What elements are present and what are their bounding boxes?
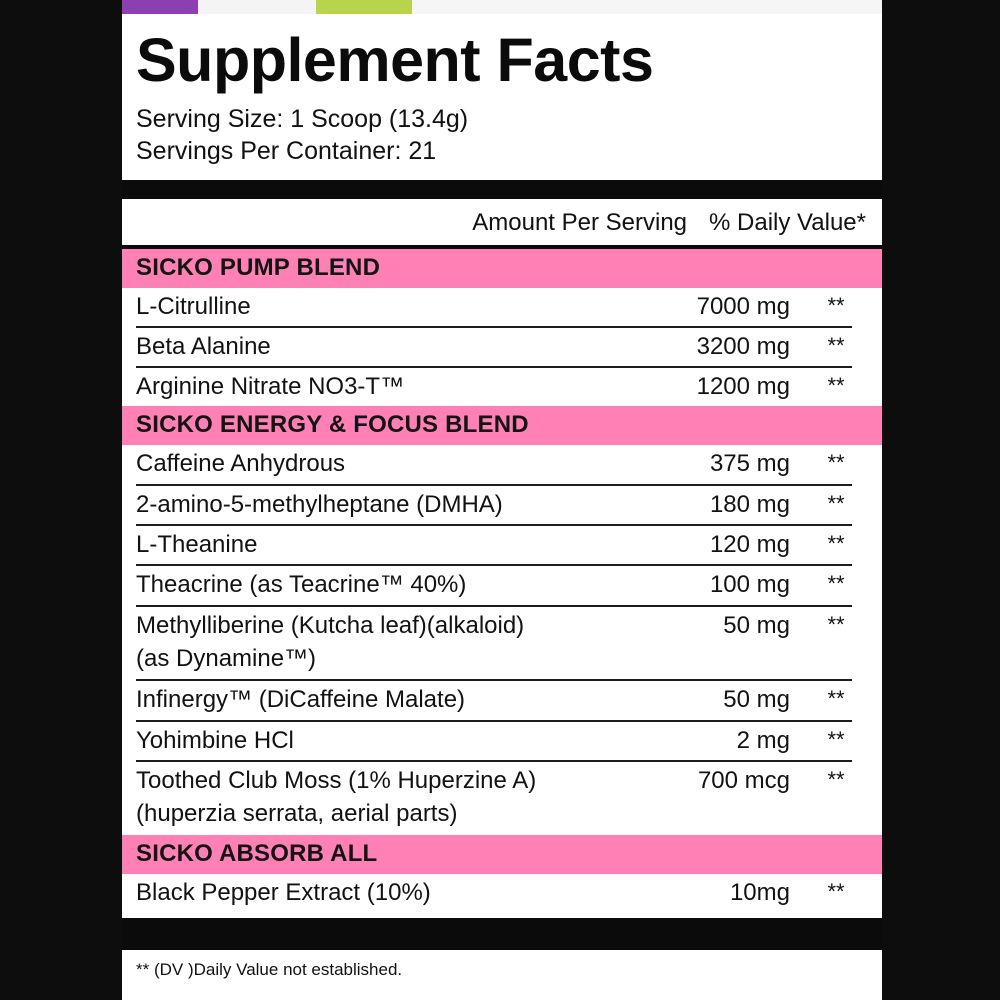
- serving-size: Serving Size: 1 Scoop (13.4g): [136, 105, 469, 133]
- ingredient-amount: 2 mg: [736, 726, 790, 754]
- ingredient-name-continuation-row: [122, 645, 882, 679]
- ingredient-name: Yohimbine HCl: [136, 726, 294, 754]
- ingredient-amount: 10mg: [729, 878, 790, 906]
- table-row: [122, 526, 882, 564]
- ingredient-name: Methylliberine (Kutcha leaf)(alkaloid): [136, 611, 525, 639]
- table-row: [122, 486, 882, 524]
- column-headers: [122, 199, 882, 245]
- table-row: [122, 607, 882, 645]
- ingredient-amount: 375 mg: [709, 450, 790, 478]
- ingredient-name: L-Citrulline: [136, 292, 251, 320]
- ingredient-dv: **: [827, 450, 845, 476]
- ingredient-amount: 180 mg: [709, 490, 790, 518]
- table-row: [122, 762, 882, 800]
- ingredient-dv: **: [827, 373, 845, 399]
- ingredient-amount: 120 mg: [709, 531, 790, 559]
- blend-header-absorb-all: SICKO ABSORB ALL: [122, 835, 882, 874]
- table-row: [122, 874, 882, 912]
- ingredient-name: 2-amino-5-methylheptane (DMHA): [136, 490, 503, 518]
- ingredient-name-continuation-row: [122, 800, 882, 834]
- top-color-strip: [0, 0, 1000, 14]
- ingredient-dv: **: [827, 766, 845, 792]
- ingredient-amount: 7000 mg: [696, 292, 790, 320]
- strip-segment-black-right: [882, 0, 1000, 14]
- table-row: [122, 445, 882, 483]
- serving-info: [122, 91, 882, 168]
- ingredient-dv: **: [827, 292, 845, 318]
- ingredient-dv: **: [827, 332, 845, 358]
- strip-segment-white: [198, 0, 316, 14]
- ingredient-amount: 700 mcg: [697, 766, 790, 794]
- ingredient-amount: 100 mg: [709, 571, 790, 599]
- blend-header-pump: SICKO PUMP BLEND: [122, 249, 882, 288]
- ingredient-name: Toothed Club Moss (1% Huperzine A): [136, 766, 537, 794]
- column-header-daily-value: % Daily Value*: [709, 208, 866, 236]
- strip-segment-black-left: [0, 0, 122, 14]
- facts-panel: [122, 14, 882, 1000]
- strip-segment-lime: [316, 0, 412, 14]
- ingredient-dv: **: [827, 878, 845, 904]
- ingredient-dv: **: [827, 531, 845, 557]
- ingredient-amount: 3200 mg: [696, 332, 790, 360]
- ingredient-dv: **: [827, 726, 845, 752]
- ingredient-name: Black Pepper Extract (10%): [136, 878, 431, 906]
- ingredient-name: L-Theanine: [136, 531, 258, 559]
- ingredient-dv: **: [827, 490, 845, 516]
- table-row: [122, 368, 882, 406]
- table-row: [122, 328, 882, 366]
- ingredient-name-continuation: (huperzia serrata, aerial parts): [136, 800, 458, 828]
- ingredient-amount: 1200 mg: [696, 373, 790, 401]
- ingredient-name: Infinergy™ (DiCaffeine Malate): [136, 686, 466, 714]
- ingredient-name: Theacrine (as Teacrine™ 40%): [136, 571, 467, 599]
- footnote: ** (DV )Daily Value not established.: [136, 959, 403, 979]
- table-row: [122, 722, 882, 760]
- left-black-margin: [0, 14, 122, 1000]
- footer-black-bar: [122, 922, 882, 950]
- ingredient-dv: **: [827, 611, 845, 637]
- ingredient-name-continuation: (as Dynamine™): [136, 645, 317, 672]
- strip-segment-violet: [122, 0, 198, 14]
- rule-thick-top: [122, 180, 882, 199]
- ingredient-name: Caffeine Anhydrous: [136, 450, 346, 478]
- ingredient-amount: 50 mg: [723, 611, 790, 639]
- table-row: [122, 566, 882, 604]
- table-row: [122, 681, 882, 719]
- ingredient-dv: **: [827, 686, 845, 712]
- ingredient-name: Arginine Nitrate NO3-T™: [136, 373, 405, 401]
- blend-header-energy-focus: SICKO ENERGY & FOCUS BLEND: [122, 406, 882, 445]
- column-header-amount: Amount Per Serving: [472, 208, 688, 236]
- page-title: Supplement Facts: [136, 26, 654, 94]
- strip-segment-white-right: [412, 0, 882, 14]
- table-row: [122, 288, 882, 326]
- ingredient-name: Beta Alanine: [136, 332, 271, 360]
- right-black-margin: [882, 14, 1000, 1000]
- ingredient-dv: **: [827, 571, 845, 597]
- servings-per-container: Servings Per Container: 21: [136, 137, 437, 166]
- ingredient-amount: 50 mg: [723, 686, 790, 714]
